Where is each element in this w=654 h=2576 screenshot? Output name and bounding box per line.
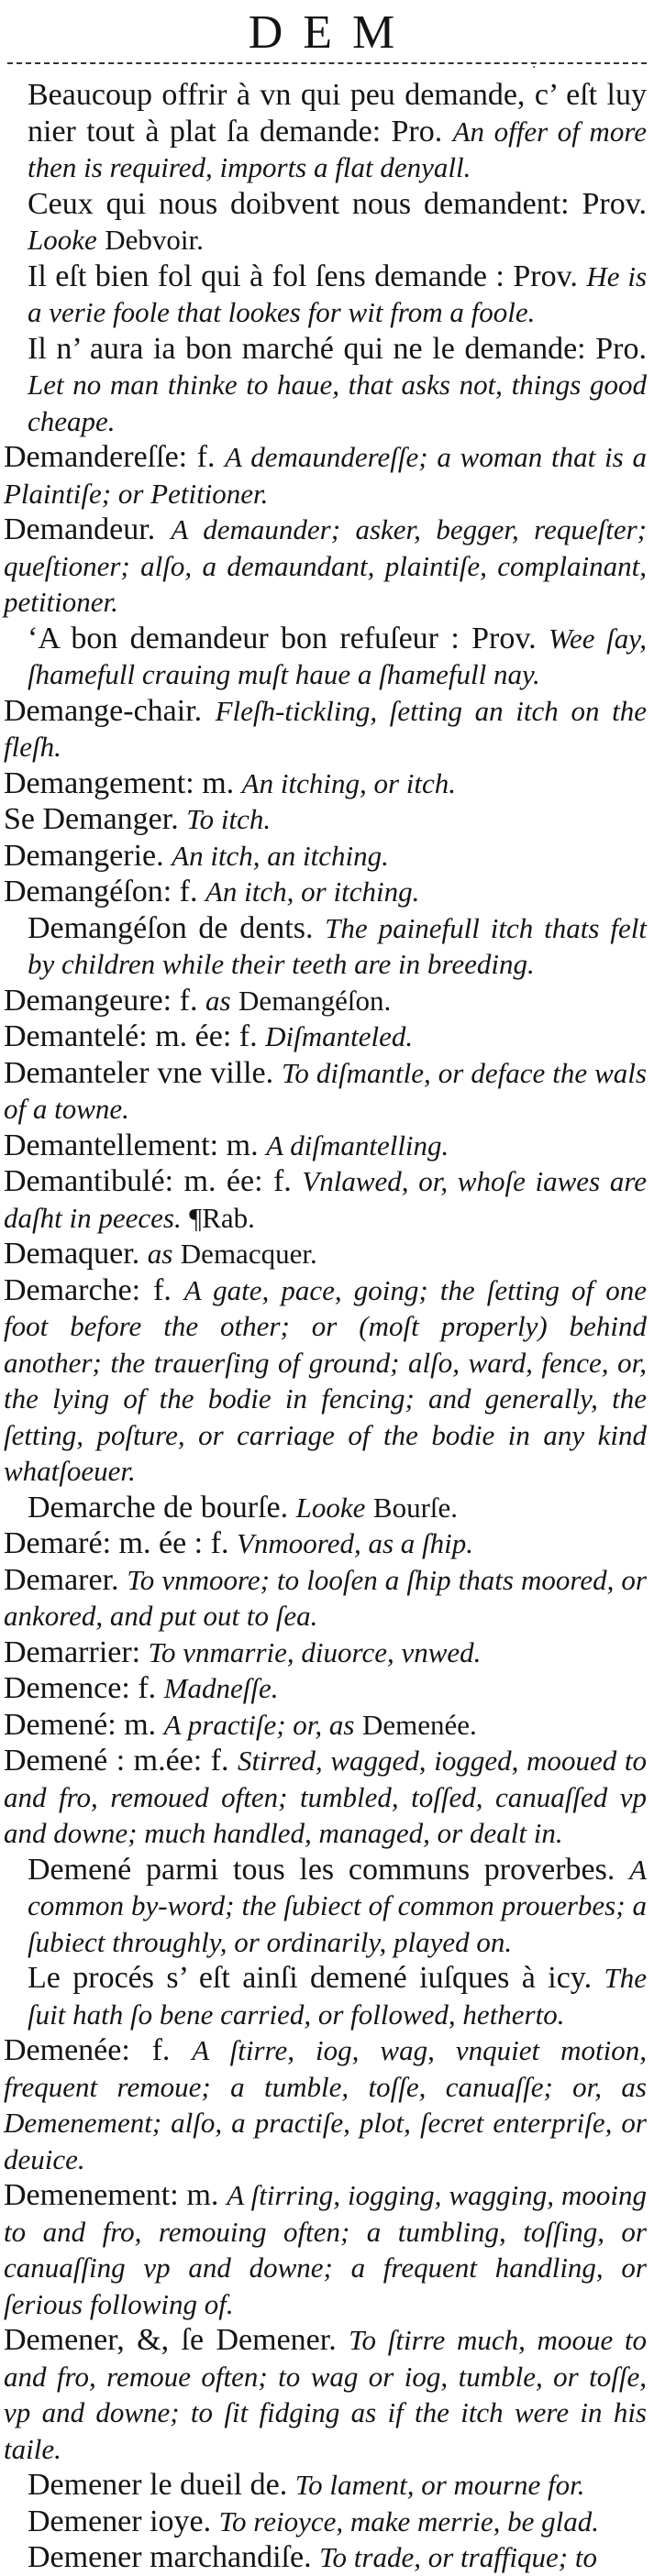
headword: Demarer. <box>4 1562 119 1597</box>
english-gloss: An itching, or itch. <box>241 766 456 799</box>
english-gloss: To itch. <box>186 803 272 835</box>
cross-reference: Debvoir. <box>105 224 204 256</box>
english-gloss: To vnmoore; to looſen a ſhip thats moored, or ankored, and put out to ſea. <box>4 1563 647 1632</box>
dictionary-subentry <box>0 621 654 693</box>
cross-reference: Bourſe. <box>372 1491 459 1524</box>
english-gloss: Looke <box>28 224 97 256</box>
dictionary-subentry <box>0 2467 654 2504</box>
header-rule <box>7 62 647 64</box>
english-gloss: A diſmantelling. <box>266 1128 449 1161</box>
english-gloss: A ſtirre, iog, wag, vnquiet motion, frequent remoue; a tumble, toſſe, canuaſſe; or, as Demenement; alſo, a practiſe, plot, ſecret enterpriſe, or deuice. <box>4 2034 648 2175</box>
headword: Demené: <box>4 1707 116 1742</box>
dictionary-entry <box>0 1272 654 1490</box>
dictionary-entry <box>0 2032 654 2177</box>
dictionary-entry <box>0 1743 654 1852</box>
headword: Ceux qui nous doibvent nous demandent: Prov. <box>28 186 647 221</box>
english-gloss: Stirred, wagged, iogged, mooued to and fro, remoued often; tumbled, toſſed, canuaſſed vp and downe; much handled, managed, or dealt in. <box>4 1745 648 1849</box>
dictionary-subentry <box>0 259 654 331</box>
grammar-tag: m. <box>226 1128 259 1162</box>
english-gloss: To vnmarrie, diuorce, vnwed. <box>148 1635 482 1668</box>
dictionary-entry <box>0 1163 654 1236</box>
headword: Il eſt bien fol qui à fol ſens demande : Prov. <box>28 259 578 293</box>
headword: Demantelé: <box>4 1019 148 1053</box>
dictionary-entry <box>0 2177 654 2322</box>
cross-reference: Demangéſon. <box>238 984 392 1017</box>
headword: Demangement: <box>4 765 194 800</box>
dictionary-subentry <box>0 331 654 440</box>
dictionary-entry <box>0 1562 654 1635</box>
grammar-tag: f. <box>179 875 198 908</box>
dictionary-subentry <box>0 77 654 186</box>
headword: Demenement: <box>4 2178 179 2212</box>
dictionary-entry <box>0 693 654 765</box>
headword: Demangéſon de dents. <box>28 910 314 945</box>
headword: Beaucoup offrir à vn qui peu demande, c’ eſt luy nier tout à plat ſa demande: Pro. <box>28 78 647 149</box>
headword: Demantibulé: <box>4 1164 174 1198</box>
grammar-tag: f. <box>179 983 198 1018</box>
cross-reference: ¶Rab. <box>189 1201 255 1234</box>
english-gloss: An offer of more then is required, imports a flat denyall. <box>28 115 647 183</box>
headword: Demangéſon: <box>4 875 172 908</box>
dictionary-subentry <box>0 2504 654 2540</box>
english-gloss: Looke <box>295 1491 366 1524</box>
dictionary-entry <box>0 1707 654 1744</box>
english-gloss: A demaundereſſe; a woman that is a Plaintiſe; or Petitioner. <box>4 441 648 510</box>
english-gloss: To ſtirre much, mooue to and fro, remoue often; to wag or iog, tumble, or toſſe, vp and downe; to ſit fidging as if the itch were in his taile. <box>4 2324 647 2465</box>
headword: Demange-chair. <box>4 693 203 728</box>
english-gloss: To reioyce, make merrie, be glad. <box>218 2504 600 2537</box>
english-gloss: A ſtirring, iogging, wagging, mooing to and fro, remouing often; a tumbling, toſſing, or canuaſſing vp and downe; a frequent handling, or ſerious following of. <box>4 2179 648 2320</box>
dictionary-entry <box>0 1635 654 1671</box>
grammar-tag: f. <box>151 2033 171 2067</box>
grammar-tag: m. ée: f. <box>155 1019 258 1053</box>
entries-column <box>0 77 654 2576</box>
grammar-tag: f. <box>153 1272 172 1307</box>
headword: Demarrier: <box>4 1635 141 1669</box>
english-gloss: Let no man thinke to haue, that asks not, things good cheape. <box>28 369 647 437</box>
headword: Demené : <box>4 1744 126 1778</box>
english-gloss: Wee ſay, ſhamefull crauing muſt haue a ſhamefull nay. <box>28 622 647 690</box>
headword: Demener le dueil de. <box>28 2468 288 2502</box>
dictionary-entry <box>0 1670 654 1707</box>
page-header: DEM <box>248 6 416 59</box>
dictionary-entry <box>0 765 654 802</box>
dictionary-entry <box>0 838 654 875</box>
dictionary-entry <box>0 1018 654 1055</box>
dictionary-subentry <box>0 1960 654 2032</box>
english-gloss: He is a verie foole that lookes for wit from a foole. <box>28 259 648 328</box>
headword: Il n’ aura ia bon marché qui ne le demande: Pro. <box>28 331 647 366</box>
dictionary-subentry <box>0 2539 654 2576</box>
headword: Demaré: <box>4 1526 112 1560</box>
dictionary-entry <box>0 1236 654 1272</box>
cross-reference: Demenée. <box>361 1708 477 1741</box>
dictionary-subentry <box>0 1852 654 1961</box>
english-gloss: The ſuit hath ſo bene carried, or followed, hetherto. <box>28 1962 647 2031</box>
english-gloss: as <box>205 984 231 1017</box>
english-gloss: Diſmanteled. <box>265 1020 414 1052</box>
dictionary-entry <box>0 983 654 1019</box>
dictionary-subentry <box>0 910 654 983</box>
dictionary-entry <box>0 2322 654 2467</box>
grammar-tag: m. <box>124 1707 157 1742</box>
signature-mark: . <box>532 53 537 72</box>
english-gloss: A common by-word; the ſubiect of common prouerbes; a ſubiect throughly, or ordinarily, played on. <box>28 1853 648 1958</box>
dictionary-entry <box>0 874 654 910</box>
grammar-tag: m.ée: f. <box>133 1744 229 1778</box>
english-gloss: An itch, or itching. <box>205 875 420 908</box>
headword: Demence: <box>4 1671 130 1705</box>
headword: Demanteler vne ville. <box>4 1055 274 1090</box>
grammar-tag: f. <box>196 440 216 474</box>
grammar-tag: f. <box>138 1671 157 1705</box>
english-gloss: To lament, or mourne for. <box>294 2469 585 2501</box>
english-gloss: A practiſe; or, as <box>163 1708 355 1741</box>
dictionary-entry <box>0 1055 654 1128</box>
headword: Demener, &, ſe Demener. <box>4 2323 337 2357</box>
headword: Demantellement: <box>4 1128 219 1162</box>
english-gloss: as <box>147 1238 173 1270</box>
headword: Demenée: <box>4 2033 130 2067</box>
grammar-tag: m. <box>202 765 235 800</box>
headword: Se Demanger. <box>4 802 179 836</box>
dictionary-subentry <box>0 186 654 259</box>
headword: Demener ioye. <box>28 2504 212 2538</box>
headword: Demandereſſe: <box>4 440 188 474</box>
english-gloss: A demaunder; asker, begger, requeſter; queſtioner; alſo, a demaundant, plaintiſe, complainant, petitioner. <box>4 513 647 618</box>
english-gloss: Vnlawed, or, whoſe iawes are daſht in peeces. <box>4 1165 648 1234</box>
dictionary-entry <box>0 439 654 512</box>
dictionary-entry <box>0 512 654 621</box>
headword: Demener marchandiſe. <box>28 2540 312 2574</box>
dictionary-entry <box>0 801 654 838</box>
grammar-tag: m. ée : f. <box>118 1526 229 1560</box>
headword: ‘A bon demandeur bon refuſeur : Prov. <box>28 621 537 655</box>
headword: Demené parmi tous les communs proverbes. <box>28 1852 615 1887</box>
dictionary-entry <box>0 1128 654 1164</box>
headword: Demangerie. <box>4 838 164 873</box>
headword: Demandeur. <box>4 512 156 546</box>
english-gloss: An itch, an itching. <box>172 839 389 872</box>
headword: Demarche de bourſe. <box>28 1490 289 1525</box>
dictionary-entry <box>0 1525 654 1562</box>
english-gloss: The painefull itch thats felt by children while their teeth are in breeding. <box>28 911 648 980</box>
cross-reference: Demacquer. <box>180 1238 317 1270</box>
english-gloss: Madneſſe. <box>163 1672 279 1704</box>
grammar-tag: m. ée: f. <box>183 1164 292 1198</box>
headword: Le procés s’ eſt ainſi demené iuſques à icy. <box>28 1961 593 1995</box>
english-gloss: To diſmantle, or deface the wals of a towne. <box>4 1056 647 1125</box>
headword: Demangeure: <box>4 983 172 1018</box>
english-gloss: Vnmoored, as a ſhip. <box>236 1527 473 1559</box>
english-gloss: A gate, pace, going; the ſetting of one foot before the other; or (moſt properly) behind another; the trauerſing of ground; alſo, ward, fence, or, the lying of the bodie in fencing; and generally, the ſetting, poſture, or carriage of the bodie in any kind whatſoeuer. <box>4 1273 648 1487</box>
english-gloss: Fleſh-tickling, ſetting an itch on the fleſh. <box>4 694 648 763</box>
dictionary-subentry <box>0 1490 654 1526</box>
headword: Demaquer. <box>4 1237 140 1271</box>
headword: Demarche: <box>4 1272 141 1307</box>
english-gloss: To trade, or traffique; to <box>319 2541 597 2573</box>
grammar-tag: m. <box>186 2178 219 2212</box>
